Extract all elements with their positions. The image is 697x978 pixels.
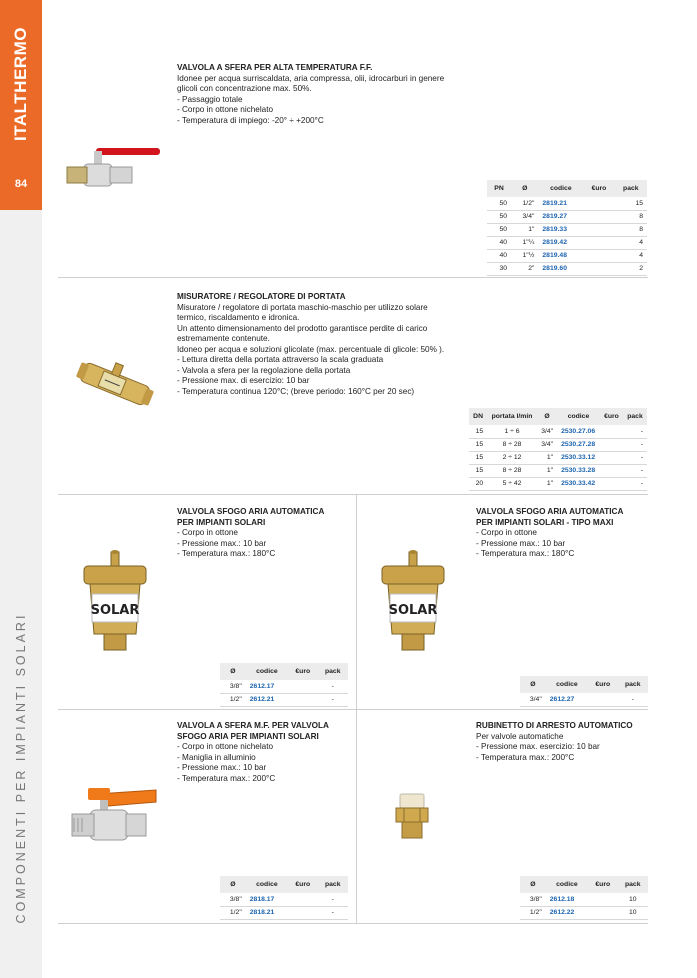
table-cell bbox=[583, 197, 614, 210]
table-cell: 4 bbox=[615, 236, 647, 249]
page-number: 84 bbox=[14, 178, 28, 190]
table-cell: 1/2" bbox=[220, 906, 246, 919]
solar-air-vent-image bbox=[80, 548, 150, 654]
table-cell bbox=[600, 451, 623, 464]
table-cell bbox=[583, 210, 614, 223]
col-header: Ø bbox=[520, 676, 546, 693]
col-header: Ø bbox=[220, 663, 246, 680]
col-header: codice bbox=[246, 876, 288, 893]
sec2-line: Idoneo per acqua e soluzioni glicolate (max. percentuale di glicole: 50% ). bbox=[177, 344, 445, 354]
col-header: pack bbox=[615, 180, 647, 197]
table-cell: 8 ÷ 28 bbox=[487, 438, 537, 451]
table-cell: 3/8" bbox=[220, 680, 246, 693]
table-cell bbox=[600, 425, 623, 438]
table-cell: 3/4" bbox=[511, 210, 538, 223]
sec6-table bbox=[520, 876, 648, 920]
table-cell: - bbox=[623, 425, 647, 438]
sec1-line: - Corpo in ottone nichelato bbox=[177, 105, 274, 114]
table-cell: 2818.21 bbox=[246, 906, 288, 919]
table-cell: 2" bbox=[511, 262, 538, 275]
sec3-line: - Temperatura max.: 180°C bbox=[177, 549, 276, 558]
solar-air-vent-maxi-image bbox=[378, 548, 448, 654]
col-header: €uro bbox=[583, 180, 614, 197]
brand-box bbox=[0, 0, 42, 210]
table-cell: - bbox=[318, 906, 349, 919]
table-cell bbox=[588, 693, 617, 706]
col-header: codice bbox=[246, 663, 288, 680]
sec5-title: SFOGO ARIA PER IMPIANTI SOLARI bbox=[177, 731, 319, 741]
table-cell: - bbox=[623, 464, 647, 477]
sec1-line: - Temperatura di impiego: -20° ÷ +200°C bbox=[177, 115, 324, 125]
col-header: codice bbox=[557, 408, 600, 425]
sec4-line: - Pressione max.: 10 bar bbox=[476, 538, 566, 548]
sec2-line: Misuratore / regolatore di portata maschio-maschio per utilizzo solare bbox=[177, 302, 428, 312]
sec6-line: - Pressione max. esercizio: 10 bar bbox=[476, 742, 600, 751]
table-row bbox=[469, 438, 647, 451]
table-cell: 1"¼ bbox=[511, 236, 538, 249]
sec6-line: Per valvole automatiche bbox=[476, 731, 564, 741]
col-header: codice bbox=[538, 180, 583, 197]
table-cell: 2818.17 bbox=[246, 893, 288, 906]
sec2-line: Un attento dimensionamento del prodotto garantisce perdite di carico bbox=[177, 323, 428, 333]
table-cell: 2530.33.28 bbox=[557, 464, 600, 477]
table-cell: 50 bbox=[487, 223, 511, 236]
table-cell: 2612.18 bbox=[546, 893, 588, 906]
table-cell: 2819.33 bbox=[538, 223, 583, 236]
col-header: PN bbox=[487, 180, 511, 197]
col-header: €uro bbox=[600, 408, 623, 425]
table-cell: 2612.17 bbox=[246, 680, 288, 693]
table-cell: 2530.33.12 bbox=[557, 451, 600, 464]
table-cell bbox=[288, 906, 317, 919]
sec5-title: VALVOLA A SFERA M.F. PER VALVOLA bbox=[177, 721, 329, 730]
category-label: COMPONENTI PER IMPIANTI SOLARI bbox=[14, 612, 28, 924]
sec4-title: PER IMPIANTI SOLARI - TIPO MAXI bbox=[476, 517, 614, 527]
sec6-line: - Temperatura max.: 200°C bbox=[476, 752, 575, 762]
table-row bbox=[487, 262, 647, 275]
table-cell: - bbox=[623, 477, 647, 490]
col-header: pack bbox=[623, 408, 647, 425]
table-cell: 2530.33.42 bbox=[557, 477, 600, 490]
table-row bbox=[487, 197, 647, 210]
sec1-title: VALVOLA A SFERA PER ALTA TEMPERATURA F.F. bbox=[177, 63, 373, 72]
sec5-line: - Corpo in ottone nichelato bbox=[177, 742, 274, 751]
sec2-line: termico, riscaldamento e idronica. bbox=[177, 313, 300, 322]
divider bbox=[356, 494, 357, 709]
sec6-text bbox=[476, 721, 633, 763]
ball-valve-orange-image bbox=[68, 782, 160, 852]
table-cell bbox=[583, 249, 614, 262]
table-cell: 2819.48 bbox=[538, 249, 583, 262]
col-header: pack bbox=[318, 663, 349, 680]
table-cell: 10 bbox=[618, 906, 649, 919]
table-row bbox=[220, 693, 348, 706]
col-header: €uro bbox=[288, 876, 317, 893]
table-cell bbox=[288, 893, 317, 906]
table-cell: 5 ÷ 42 bbox=[487, 477, 537, 490]
table-cell: 2612.22 bbox=[546, 906, 588, 919]
sec4-title: VALVOLA SFOGO ARIA AUTOMATICA bbox=[476, 507, 624, 516]
table-cell bbox=[600, 464, 623, 477]
table-cell bbox=[583, 223, 614, 236]
sec4-text bbox=[476, 507, 623, 560]
table-cell: 4 bbox=[615, 249, 647, 262]
table-row bbox=[469, 425, 647, 438]
sec5-line: - Pressione max.: 10 bar bbox=[177, 763, 267, 772]
divider bbox=[58, 923, 648, 924]
table-cell: 50 bbox=[487, 210, 511, 223]
sec1-line: - Passaggio totale bbox=[177, 94, 243, 104]
col-header: pack bbox=[318, 876, 349, 893]
sec2-text bbox=[177, 292, 444, 397]
solar-label: SOLAR bbox=[388, 603, 438, 618]
sec1-text bbox=[177, 63, 444, 126]
table-cell: 20 bbox=[469, 477, 487, 490]
table-cell: 2819.42 bbox=[538, 236, 583, 249]
col-header: Ø bbox=[520, 876, 546, 893]
table-cell: 1"½ bbox=[511, 249, 538, 262]
sec2-title: MISURATORE / REGOLATORE DI PORTATA bbox=[177, 292, 346, 301]
table-cell: 15 bbox=[469, 464, 487, 477]
table-cell: 15 bbox=[615, 197, 647, 210]
table-cell: 2 ÷ 12 bbox=[487, 451, 537, 464]
sec5-table bbox=[220, 876, 348, 920]
table-cell: 2612.21 bbox=[246, 693, 288, 706]
sec5-line: - Maniglia in alluminio bbox=[177, 752, 256, 762]
table-cell: 2819.21 bbox=[538, 197, 583, 210]
table-cell: 3/4" bbox=[537, 438, 557, 451]
table-cell: 1" bbox=[537, 464, 557, 477]
sec5-text bbox=[177, 721, 329, 784]
sec2-line: - Pressione max. di esercizio: 10 bar bbox=[177, 376, 310, 385]
divider bbox=[58, 277, 648, 278]
sec1-line: glicoli con concentrazione max. 50%. bbox=[177, 84, 312, 93]
table-cell: 2819.27 bbox=[538, 210, 583, 223]
col-header: DN bbox=[469, 408, 487, 425]
sec1-table bbox=[487, 180, 647, 276]
sec3-text bbox=[177, 507, 324, 560]
divider bbox=[356, 709, 357, 923]
col-header: Ø bbox=[537, 408, 557, 425]
table-cell: - bbox=[318, 680, 349, 693]
table-cell: 2530.27.28 bbox=[557, 438, 600, 451]
sec4-line: - Temperatura max.: 180°C bbox=[476, 549, 575, 558]
table-row bbox=[220, 680, 348, 693]
col-header: pack bbox=[618, 676, 649, 693]
sec2-line: - Lettura diretta della portata attraverso la scala graduata bbox=[177, 355, 384, 364]
sec3-title: VALVOLA SFOGO ARIA AUTOMATICA bbox=[177, 507, 325, 516]
table-row bbox=[220, 906, 348, 919]
sec1-line: Idonee per acqua surriscaldata, aria compressa, olii, idrocarburi in genere bbox=[177, 73, 445, 83]
col-header: €uro bbox=[588, 876, 617, 893]
sec3-table bbox=[220, 663, 348, 707]
sec3-title: PER IMPIANTI SOLARI bbox=[177, 517, 266, 527]
table-cell: 40 bbox=[487, 236, 511, 249]
col-header: €uro bbox=[288, 663, 317, 680]
table-cell: - bbox=[618, 693, 649, 706]
col-header: €uro bbox=[588, 676, 617, 693]
table-cell: 2612.27 bbox=[546, 693, 588, 706]
flow-meter-image bbox=[72, 350, 158, 418]
table-cell: 1 ÷ 6 bbox=[487, 425, 537, 438]
table-cell: 3/8" bbox=[520, 893, 546, 906]
col-header: pack bbox=[618, 876, 649, 893]
table-cell: - bbox=[318, 693, 349, 706]
table-cell: 8 ÷ 28 bbox=[487, 464, 537, 477]
table-cell bbox=[600, 438, 623, 451]
solar-label: SOLAR bbox=[90, 603, 140, 618]
table-row bbox=[520, 693, 648, 706]
table-row bbox=[520, 906, 648, 919]
table-cell: 3/8" bbox=[220, 893, 246, 906]
sec6-title: RUBINETTO DI ARRESTO AUTOMATICO bbox=[476, 721, 633, 730]
table-cell bbox=[583, 262, 614, 275]
divider bbox=[58, 494, 648, 495]
table-cell: 3/4" bbox=[520, 693, 546, 706]
table-cell bbox=[588, 906, 617, 919]
table-row bbox=[220, 893, 348, 906]
brand-logo: ITALTHERMO bbox=[11, 27, 30, 141]
table-cell: 1" bbox=[537, 477, 557, 490]
table-row bbox=[469, 451, 647, 464]
table-cell bbox=[600, 477, 623, 490]
ball-valve-red-image bbox=[62, 140, 164, 196]
table-row bbox=[520, 893, 648, 906]
table-row bbox=[487, 210, 647, 223]
table-cell: 1/2" bbox=[520, 906, 546, 919]
col-header: codice bbox=[546, 676, 588, 693]
table-cell: 8 bbox=[615, 223, 647, 236]
table-row bbox=[487, 223, 647, 236]
table-cell: - bbox=[623, 438, 647, 451]
table-cell: - bbox=[318, 893, 349, 906]
table-cell: 3/4" bbox=[537, 425, 557, 438]
table-cell: - bbox=[623, 451, 647, 464]
sec2-line: estremamente contenute. bbox=[177, 334, 270, 343]
table-row bbox=[487, 249, 647, 262]
table-cell bbox=[288, 680, 317, 693]
sec2-table bbox=[469, 408, 647, 491]
table-cell: 50 bbox=[487, 197, 511, 210]
table-cell: 10 bbox=[618, 893, 649, 906]
table-cell: 2530.27.06 bbox=[557, 425, 600, 438]
shutoff-valve-image bbox=[392, 792, 432, 842]
table-cell: 1/2" bbox=[220, 693, 246, 706]
sec3-line: - Corpo in ottone bbox=[177, 528, 238, 537]
sec2-line: - Temperatura continua 120°C; (breve periodo: 160°C per 20 sec) bbox=[177, 386, 415, 396]
table-cell: 30 bbox=[487, 262, 511, 275]
table-cell bbox=[588, 893, 617, 906]
table-cell bbox=[288, 693, 317, 706]
table-cell: 2 bbox=[615, 262, 647, 275]
table-row bbox=[469, 464, 647, 477]
table-cell: 40 bbox=[487, 249, 511, 262]
table-cell: 8 bbox=[615, 210, 647, 223]
table-cell: 15 bbox=[469, 438, 487, 451]
col-header: Ø bbox=[511, 180, 538, 197]
col-header: codice bbox=[546, 876, 588, 893]
sec4-table bbox=[520, 676, 648, 707]
table-row bbox=[487, 236, 647, 249]
table-cell: 2819.60 bbox=[538, 262, 583, 275]
table-cell: 1" bbox=[537, 451, 557, 464]
table-row bbox=[469, 477, 647, 490]
sec5-line: - Temperatura max.: 200°C bbox=[177, 773, 276, 783]
table-cell: 15 bbox=[469, 425, 487, 438]
table-cell: 1" bbox=[511, 223, 538, 236]
table-cell: 15 bbox=[469, 451, 487, 464]
divider bbox=[58, 709, 648, 710]
col-header: portata l/min bbox=[487, 408, 537, 425]
table-cell bbox=[583, 236, 614, 249]
table-cell: 1/2" bbox=[511, 197, 538, 210]
sec4-line: - Corpo in ottone bbox=[476, 528, 537, 537]
col-header: Ø bbox=[220, 876, 246, 893]
sec2-line: - Valvola a sfera per la regolazione della portata bbox=[177, 365, 351, 375]
sec3-line: - Pressione max.: 10 bar bbox=[177, 538, 267, 548]
